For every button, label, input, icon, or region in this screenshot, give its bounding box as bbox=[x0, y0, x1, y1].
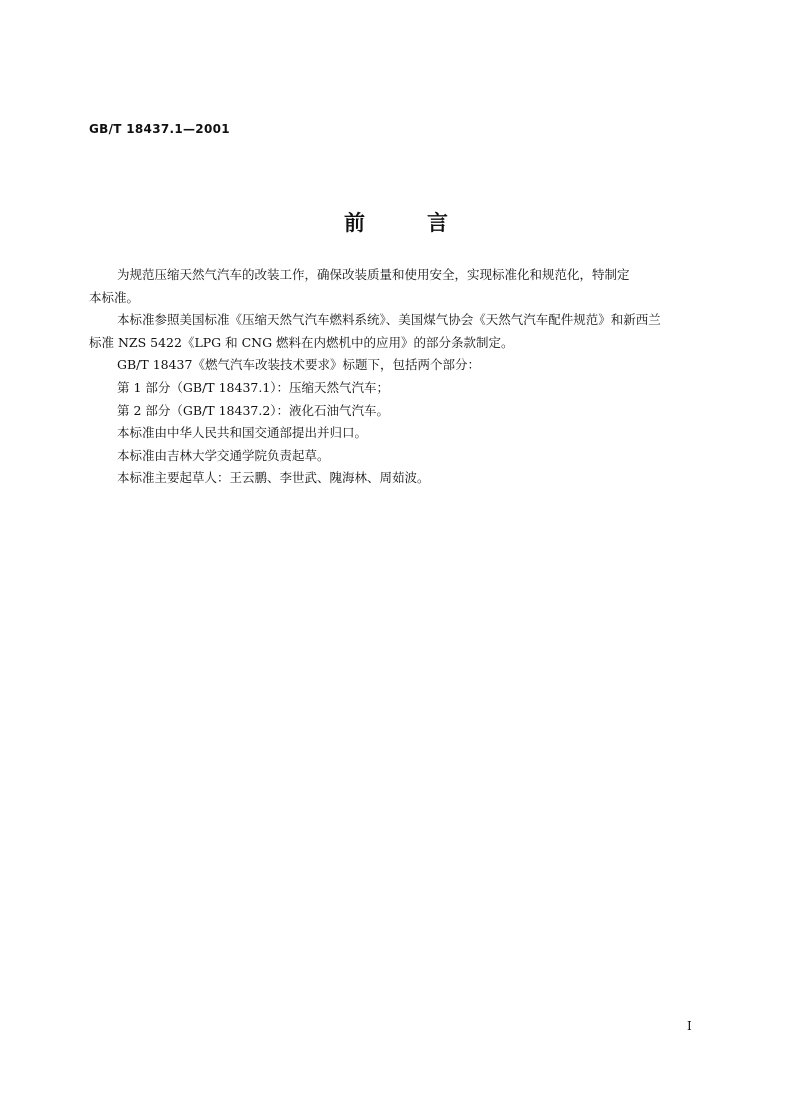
paragraph-line: 为规范压缩天然气汽车的改装工作，确保改装质量和使用安全，实现标准化和规范化，特制定 bbox=[117, 267, 630, 282]
page-number: I bbox=[687, 1019, 692, 1033]
standard-number: GB/T 18437.1—2001 bbox=[89, 122, 230, 136]
title-char-1: 前 bbox=[344, 211, 365, 235]
paragraph-references bbox=[89, 309, 710, 332]
page-title bbox=[0, 207, 792, 237]
foreword-body bbox=[89, 264, 710, 490]
paragraph-line: 本标准参照美国标准《压缩天然气汽车燃料系统》、美国煤气协会《天然气汽车配件规范》和新西兰 bbox=[117, 312, 661, 328]
paragraph-references-cont bbox=[89, 332, 710, 355]
paragraph-line: 本标准。 bbox=[89, 289, 140, 305]
paragraph-proposer: 本标准由中华人民共和国交通部提出并归口。 bbox=[117, 425, 368, 441]
paragraph-drafting-unit: 本标准由吉林大学交通学院负责起草。 bbox=[117, 447, 330, 463]
paragraph-drafters: 本标准主要起草人：王云鹏、李世武、隗海林、周茹波。 bbox=[117, 470, 430, 486]
paragraph-purpose bbox=[89, 264, 710, 287]
paragraph-part-2: 第 2 部分（GB/T 18437.2）：液化石油气汽车。 bbox=[117, 402, 390, 418]
paragraph-line: 标准 NZS 5422《LPG 和 CNG 燃料在内燃机中的应用》的部分条款制定。 bbox=[89, 334, 514, 350]
paragraph-part-1: 第 1 部分（GB/T 18437.1）：压缩天然气汽车； bbox=[117, 379, 390, 395]
paragraph-purpose-cont bbox=[89, 287, 710, 310]
paragraph-structure: GB/T 18437《燃气汽车改装技术要求》标题下，包括两个部分： bbox=[117, 357, 480, 373]
title-char-2: 言 bbox=[427, 211, 448, 235]
